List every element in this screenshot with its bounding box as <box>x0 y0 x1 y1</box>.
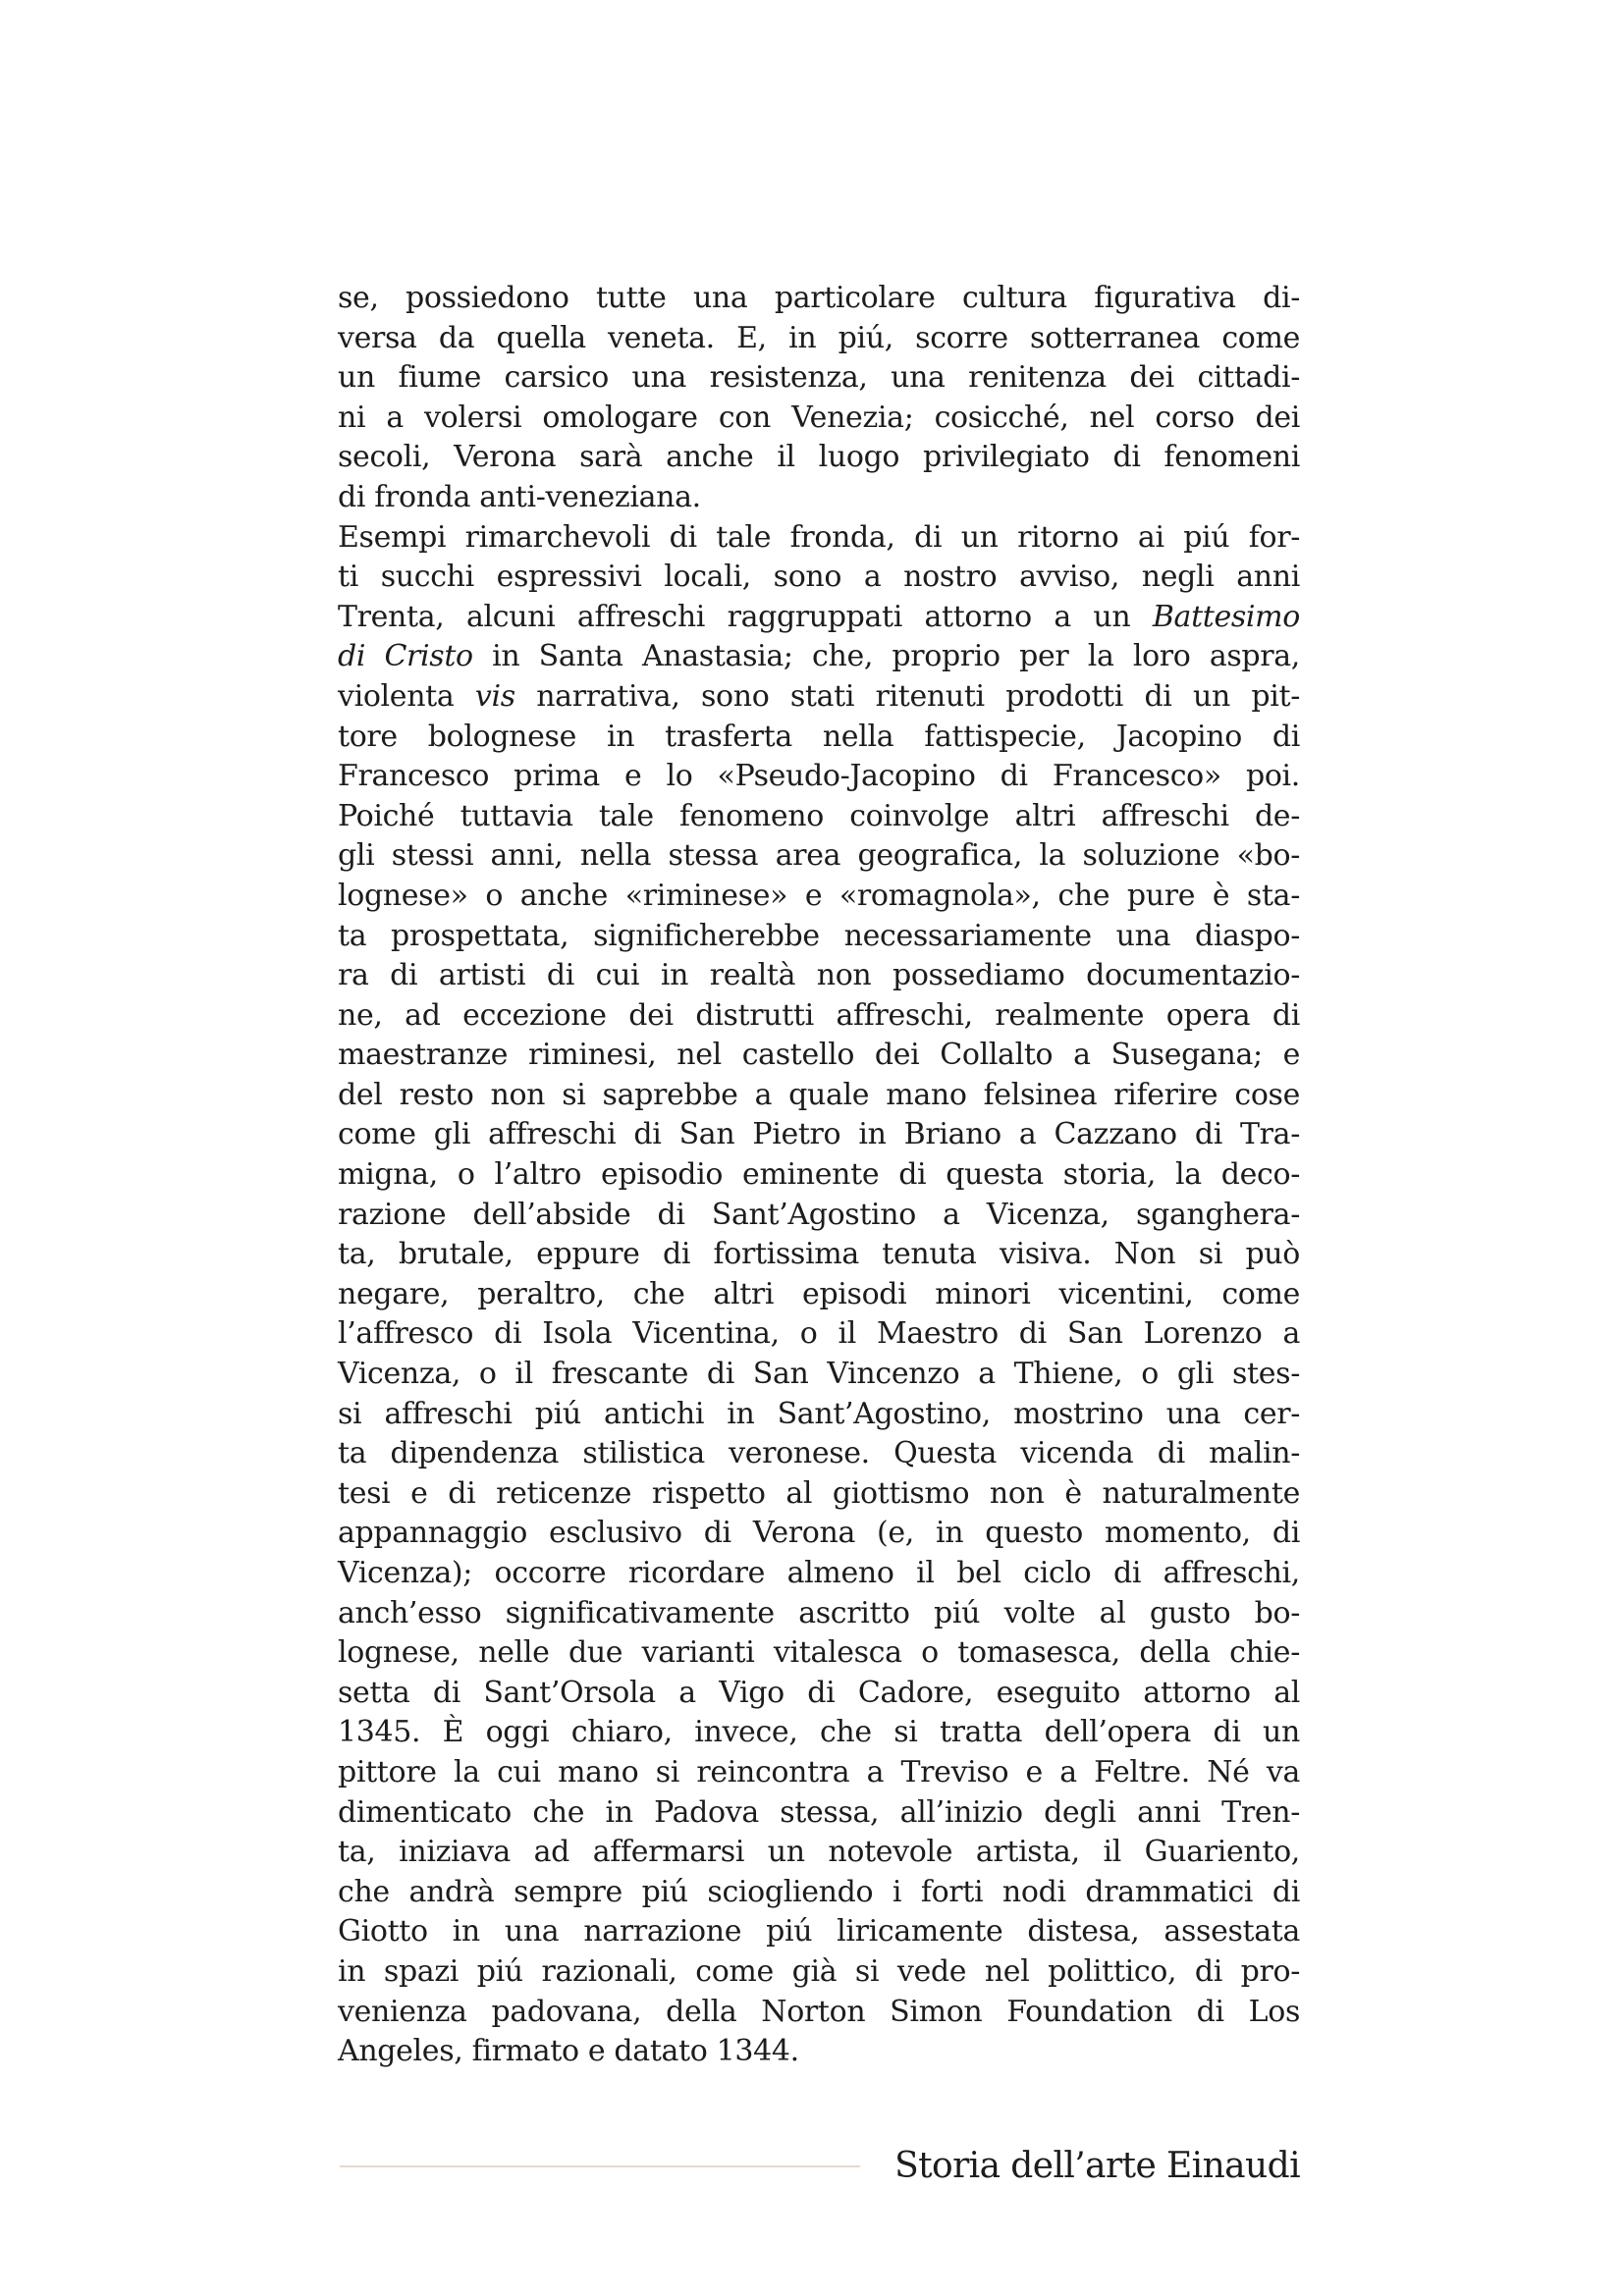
text-line-2: versa da quella veneta. E, in piú, scorre sotterranea come <box>338 320 1300 355</box>
footer-label: Storia dell’arte Einaudi <box>894 2146 1300 2186</box>
text-line-11-rest: narrativa, sono stati ritenuti prodotti di un pit- <box>514 678 1300 714</box>
text-line-7: Esempi rimarchevoli di tale fronda, di un ritorno ai piú for- <box>338 519 1300 555</box>
text-line-10-rest: in Santa Anastasia; che, proprio per la loro aspra, <box>472 639 1300 674</box>
text-line-23: migna, o l’altro episodio eminente di questa storia, la deco- <box>338 1157 1300 1193</box>
text-line-1: se, possiedono tutte una particolare cultura figurativa di- <box>338 281 1300 315</box>
text-line-31: tesi e di reticenze rispetto al giottismo non è naturalmente <box>338 1475 1300 1511</box>
text-line-29: si affreschi piú antichi in Sant’Agostino, mostrino una cer- <box>338 1396 1300 1431</box>
text-line-13: Francesco prima e lo «Pseudo-Jacopino di Francesco» poi. <box>338 759 1300 794</box>
text-line-18: ra di artisti di cui in realtà non possediamo documentazio- <box>338 958 1300 993</box>
text-line-11 <box>338 677 1300 718</box>
text-line-15: gli stessi anni, nella stessa area geografica, la soluzione «bo- <box>338 838 1300 874</box>
text-line-36: setta di Sant’Orsola a Vigo di Cadore, eseguito attorno al <box>338 1675 1300 1710</box>
text-line-6: di fronda anti-veneziana. <box>338 479 701 514</box>
footer-rule <box>340 2165 860 2167</box>
text-line-14: Poiché tuttavia tale fenomeno coinvolge altri affreschi de- <box>338 798 1300 833</box>
text-line-32: appannaggio esclusivo di Verona (e, in questo momento, di <box>338 1516 1300 1551</box>
italic-di-cristo: di Cristo <box>338 639 473 674</box>
text-line-38: pittore la cui mano si reincontra a Treviso e a Feltre. Né va <box>338 1754 1300 1789</box>
text-line-22: come gli affreschi di San Pietro in Briano a Cazzano di Tra- <box>338 1117 1300 1152</box>
text-line-12: tore bolognese in trasferta nella fattispecie, Jacopino di <box>338 719 1300 754</box>
text-line-42: Giotto in una narrazione piú liricamente distesa, assestata <box>338 1914 1300 1949</box>
text-line-21: del resto non si saprebbe a quale mano felsinea riferire cose <box>338 1077 1300 1112</box>
text-line-40: ta, iniziava ad affermarsi un notevole artista, il Guariento, <box>338 1835 1300 1870</box>
italic-vis: vis <box>474 678 515 714</box>
text-line-33: Vicenza); occorre ricordare almeno il bel ciclo di affreschi, <box>338 1556 1300 1590</box>
text-line-25: ta, brutale, eppure di fortissima tenuta visiva. Non si può <box>338 1237 1300 1272</box>
text-line-26: negare, peraltro, che altri episodi minori vicentini, come <box>338 1276 1300 1311</box>
text-line-4: ni a volersi omologare con Venezia; cosicché, nel corso dei <box>338 400 1300 435</box>
text-line-17: ta prospettata, significherebbe necessariamente una diaspo- <box>338 918 1300 953</box>
text-line-27: l’affresco di Isola Vicentina, o il Maestro di San Lorenzo a <box>338 1316 1300 1352</box>
text-line-9 <box>338 598 1300 638</box>
text-line-34: anch’esso significativamente ascritto piú volte al gusto bo- <box>338 1595 1300 1630</box>
text-line-5: secoli, Verona sarà anche il luogo privilegiato di fenomeni <box>338 440 1300 475</box>
text-line-19: ne, ad eccezione dei distrutti affreschi, realmente opera di <box>338 997 1300 1033</box>
text-line-45: Angeles, firmato e datato 1344. <box>338 2034 799 2069</box>
text-line-16: lognese» o anche «riminese» e «romagnola», che pure è sta- <box>338 878 1300 913</box>
text-line-35: lognese, nelle due varianti vitalesca o tomasesca, della chie- <box>338 1635 1300 1671</box>
text-line-41: che andrà sempre piú sciogliendo i forti nodi drammatici di <box>338 1874 1300 1909</box>
text-line-3: un fiume carsico una resistenza, una renitenza dei cittadi- <box>338 360 1300 396</box>
text-line-43: in spazi piú razionali, come già si vede nel polittico, di pro- <box>338 1953 1300 1989</box>
text-line-30: ta dipendenza stilistica veronese. Questa vicenda di malin- <box>338 1436 1300 1471</box>
text-line-39: dimenticato che in Padova stessa, all’inizio degli anni Tren- <box>338 1794 1300 1830</box>
text-line-11-start: violenta <box>338 678 475 714</box>
text-line-37: 1345. È oggi chiaro, invece, che si tratta dell’opera di un <box>338 1715 1300 1750</box>
italic-battesimo: Battesimo <box>1152 599 1300 634</box>
text-line-9-start: Trenta, alcuni affreschi raggruppati attorno a un <box>338 599 1153 634</box>
text-line-8: ti succhi espressivi locali, sono a nostro avviso, negli anni <box>338 560 1300 595</box>
text-line-28: Vicenza, o il frescante di San Vincenzo a Thiene, o gli stes- <box>338 1357 1300 1392</box>
text-line-24: razione dell’abside di Sant’Agostino a Vicenza, sganghera- <box>338 1197 1300 1232</box>
text-line-20: maestranze riminesi, nel castello dei Collalto a Susegana; e <box>338 1038 1300 1073</box>
text-line-10 <box>338 637 1300 677</box>
text-line-44: venienza padovana, della Norton Simon Foundation di Los <box>338 1994 1300 2029</box>
body-text <box>338 279 1300 2072</box>
